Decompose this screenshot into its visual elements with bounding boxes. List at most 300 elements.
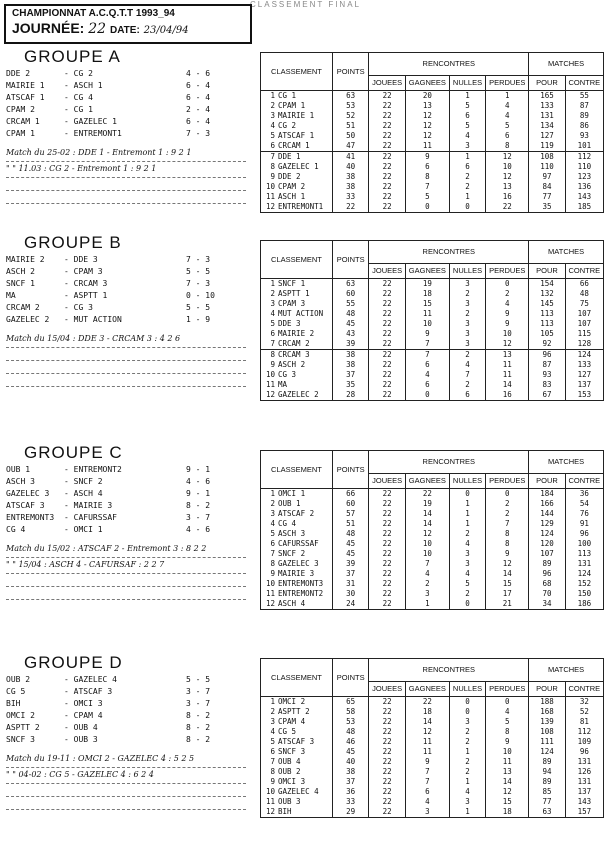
away-team: - ASPTT 1 (64, 291, 108, 300)
for-cell: 77 (529, 192, 565, 202)
team-cell (261, 727, 333, 737)
points-cell: 38 (332, 350, 368, 361)
for-cell: 129 (529, 519, 565, 529)
drawn-cell: 5 (449, 579, 485, 589)
against-cell: 143 (565, 192, 603, 202)
team-cell (261, 539, 333, 549)
table-row (261, 589, 604, 599)
lost-cell: 18 (486, 807, 529, 818)
points-cell: 60 (332, 499, 368, 509)
team-cell (261, 339, 333, 350)
group-results (6, 652, 246, 810)
for-cell: 89 (529, 559, 565, 569)
drawn-cell: 4 (449, 569, 485, 579)
match-score: 1 - 9 (186, 315, 211, 324)
rank-position: 3 (270, 111, 275, 120)
won-cell: 11 (405, 141, 449, 152)
table-row (261, 299, 604, 309)
team-name: CAFURSSAF (278, 539, 319, 548)
table-row (261, 509, 604, 519)
header-perdues: PERDUES (486, 76, 529, 91)
points-cell: 30 (332, 589, 368, 599)
header-classement: CLASSEMENT (261, 659, 333, 697)
won-cell: 4 (405, 569, 449, 579)
points-cell: 37 (332, 569, 368, 579)
table-row (261, 579, 604, 589)
away-team: - GAZELEC 4 (64, 675, 117, 684)
team-name: OUB 3 (278, 797, 301, 806)
played-cell: 22 (369, 182, 406, 192)
lost-cell: 2 (486, 499, 529, 509)
lost-cell: 12 (486, 787, 529, 797)
points-cell: 38 (332, 360, 368, 370)
for-cell: 144 (529, 509, 565, 519)
lost-cell: 10 (486, 747, 529, 757)
group-results (6, 232, 246, 387)
points-cell: 58 (332, 707, 368, 717)
journee-line (12, 20, 244, 37)
lost-cell: 21 (486, 599, 529, 610)
team-cell (261, 172, 333, 182)
table-row (261, 489, 604, 500)
against-cell: 126 (565, 767, 603, 777)
drawn-cell: 2 (449, 737, 485, 747)
lost-cell: 9 (486, 319, 529, 329)
header-matches: MATCHES (529, 241, 604, 264)
table-row (261, 807, 604, 818)
played-cell: 22 (369, 360, 406, 370)
against-cell: 124 (565, 569, 603, 579)
against-cell: 96 (565, 529, 603, 539)
match-result (6, 116, 246, 128)
points-cell: 65 (332, 697, 368, 708)
for-cell: 133 (529, 101, 565, 111)
header-perdues: PERDUES (486, 264, 529, 279)
home-team: CPAM 1 (6, 129, 35, 138)
lost-cell: 7 (486, 519, 529, 529)
header-classement: CLASSEMENT (261, 53, 333, 91)
match-score: 8 - 2 (186, 711, 211, 720)
team-name: OUB 2 (278, 767, 301, 776)
table-row (261, 747, 604, 757)
for-cell: 184 (529, 489, 565, 500)
away-team: - OUB 3 (64, 735, 98, 744)
played-cell: 22 (369, 717, 406, 727)
team-cell (261, 91, 333, 102)
table-row (261, 767, 604, 777)
played-cell: 22 (369, 519, 406, 529)
points-cell: 40 (332, 162, 368, 172)
match-score: 6 - 4 (186, 93, 211, 102)
points-cell: 55 (332, 299, 368, 309)
lost-cell: 9 (486, 309, 529, 319)
header-rencontres: RENCONTRES (369, 53, 529, 76)
table-row (261, 152, 604, 163)
team-cell (261, 299, 333, 309)
team-name: MAIRIE 2 (278, 329, 315, 338)
handwritten-notes (6, 332, 246, 387)
date-label: DATE: (109, 25, 140, 36)
drawn-cell: 3 (449, 797, 485, 807)
against-cell: 55 (565, 91, 603, 102)
team-name: ATSCAF 3 (278, 737, 315, 746)
table-row (261, 289, 604, 299)
match-result (6, 710, 246, 722)
against-cell: 89 (565, 111, 603, 121)
drawn-cell: 3 (449, 319, 485, 329)
table-row (261, 172, 604, 182)
rank-position: 8 (270, 162, 275, 171)
against-cell: 76 (565, 509, 603, 519)
lost-cell: 15 (486, 579, 529, 589)
match-score: 4 - 6 (186, 69, 211, 78)
header-classement: CLASSEMENT (261, 451, 333, 489)
drawn-cell: 4 (449, 539, 485, 549)
against-cell: 107 (565, 319, 603, 329)
points-cell: 40 (332, 757, 368, 767)
header-rencontres: RENCONTRES (369, 451, 529, 474)
header-nulles: NULLES (449, 474, 485, 489)
for-cell: 63 (529, 807, 565, 818)
drawn-cell: 2 (449, 172, 485, 182)
rank-position: 8 (270, 559, 275, 568)
rank-position: 11 (265, 380, 275, 389)
table-row (261, 339, 604, 350)
for-cell: 96 (529, 569, 565, 579)
team-name: CPAM 2 (278, 182, 306, 191)
team-cell (261, 131, 333, 141)
against-cell: 32 (565, 697, 603, 708)
drawn-cell: 0 (449, 489, 485, 500)
team-name: ASCH 3 (278, 529, 306, 538)
header-contre: CONTRE (565, 264, 603, 279)
drawn-cell: 1 (449, 509, 485, 519)
rank-position: 4 (270, 727, 275, 736)
team-name: ASCH 4 (278, 599, 306, 608)
rank-position: 7 (270, 757, 275, 766)
played-cell: 22 (369, 390, 406, 401)
points-cell: 60 (332, 289, 368, 299)
drawn-cell: 6 (449, 162, 485, 172)
won-cell: 13 (405, 101, 449, 111)
rank-position: 1 (270, 489, 275, 498)
match-result (6, 278, 246, 290)
home-team: OUB 2 (6, 675, 31, 684)
header-contre: CONTRE (565, 76, 603, 91)
drawn-cell: 2 (449, 529, 485, 539)
points-cell: 38 (332, 767, 368, 777)
rank-position: 2 (270, 499, 275, 508)
team-cell (261, 380, 333, 390)
points-cell: 37 (332, 370, 368, 380)
rank-position: 11 (265, 589, 275, 598)
note-line (6, 587, 246, 600)
away-team: - GAZELEC 1 (64, 117, 117, 126)
match-score: 8 - 2 (186, 723, 211, 732)
header-rencontres: RENCONTRES (369, 241, 529, 264)
team-cell (261, 757, 333, 767)
header-pour: POUR (529, 474, 565, 489)
won-cell: 20 (405, 91, 449, 102)
played-cell: 22 (369, 599, 406, 610)
team-cell (261, 697, 333, 708)
played-cell: 22 (369, 589, 406, 599)
points-cell: 45 (332, 549, 368, 559)
rank-position: 2 (270, 289, 275, 298)
table-row (261, 777, 604, 787)
won-cell: 7 (405, 182, 449, 192)
header-gagnees: GAGNEES (405, 474, 449, 489)
for-cell: 132 (529, 289, 565, 299)
lost-cell: 4 (486, 101, 529, 111)
match-score: 9 - 1 (186, 489, 211, 498)
rank-position: 9 (270, 360, 275, 369)
table-row (261, 549, 604, 559)
won-cell: 3 (405, 589, 449, 599)
against-cell: 150 (565, 589, 603, 599)
won-cell: 9 (405, 152, 449, 163)
match-score: 7 - 3 (186, 279, 211, 288)
table-row (261, 737, 604, 747)
won-cell: 22 (405, 489, 449, 500)
sheet-header (4, 4, 252, 44)
played-cell: 22 (369, 807, 406, 818)
played-cell: 22 (369, 192, 406, 202)
rank-position: 7 (270, 549, 275, 558)
rank-position: 1 (270, 697, 275, 706)
lost-cell: 4 (486, 707, 529, 717)
for-cell: 188 (529, 697, 565, 708)
team-name: ASPTT 2 (278, 707, 310, 716)
match-score: 3 - 7 (186, 513, 211, 522)
away-team: - ENTREMONT2 (64, 465, 122, 474)
group-title: GROUPE D (24, 653, 123, 672)
points-cell: 43 (332, 329, 368, 339)
team-name: MAIRIE 1 (278, 111, 315, 120)
lost-cell: 11 (486, 360, 529, 370)
lost-cell: 13 (486, 767, 529, 777)
played-cell: 22 (369, 777, 406, 787)
won-cell: 7 (405, 777, 449, 787)
played-cell: 22 (369, 329, 406, 339)
header-points: POINTS (332, 451, 368, 489)
against-cell: 185 (565, 202, 603, 213)
lost-cell: 0 (486, 489, 529, 500)
won-cell: 6 (405, 162, 449, 172)
drawn-cell: 1 (449, 777, 485, 787)
played-cell: 22 (369, 549, 406, 559)
team-name: ENTREMONT3 (278, 579, 324, 588)
played-cell: 22 (369, 499, 406, 509)
lost-cell: 13 (486, 182, 529, 192)
points-cell: 50 (332, 131, 368, 141)
points-cell: 51 (332, 121, 368, 131)
header-jouees: JOUEES (369, 682, 406, 697)
lost-cell: 13 (486, 350, 529, 361)
team-name: OMCI 2 (278, 697, 306, 706)
table-row (261, 131, 604, 141)
for-cell: 108 (529, 727, 565, 737)
for-cell: 85 (529, 787, 565, 797)
table-row (261, 707, 604, 717)
lost-cell: 6 (486, 131, 529, 141)
table-row (261, 309, 604, 319)
drawn-cell: 0 (449, 707, 485, 717)
match-score: 0 - 10 (186, 291, 215, 300)
points-cell: 33 (332, 797, 368, 807)
team-cell (261, 489, 333, 500)
lost-cell: 1 (486, 91, 529, 102)
rank-position: 10 (265, 370, 275, 379)
team-name: ASPTT 1 (278, 289, 310, 298)
away-team: - CG 2 (64, 69, 93, 78)
rank-position: 6 (270, 141, 275, 150)
points-cell: 38 (332, 172, 368, 182)
against-cell: 48 (565, 289, 603, 299)
lost-cell: 16 (486, 192, 529, 202)
drawn-cell: 6 (449, 111, 485, 121)
drawn-cell: 4 (449, 131, 485, 141)
rank-position: 4 (270, 121, 275, 130)
table-row (261, 499, 604, 509)
team-name: OUB 1 (278, 499, 301, 508)
points-cell: 22 (332, 202, 368, 213)
won-cell: 12 (405, 121, 449, 131)
played-cell: 22 (369, 319, 406, 329)
played-cell: 22 (369, 309, 406, 319)
lost-cell: 0 (486, 697, 529, 708)
for-cell: 94 (529, 767, 565, 777)
team-name: ATSCAF 2 (278, 509, 315, 518)
table-row (261, 787, 604, 797)
for-cell: 97 (529, 172, 565, 182)
against-cell: 87 (565, 101, 603, 111)
played-cell: 22 (369, 380, 406, 390)
rank-position: 12 (265, 599, 275, 608)
drawn-cell: 1 (449, 519, 485, 529)
drawn-cell: 5 (449, 121, 485, 131)
table-row (261, 350, 604, 361)
rank-position: 12 (265, 807, 275, 816)
played-cell: 22 (369, 162, 406, 172)
played-cell: 22 (369, 121, 406, 131)
lost-cell: 11 (486, 757, 529, 767)
table-row (261, 319, 604, 329)
rank-position: 6 (270, 329, 275, 338)
match-score: 3 - 7 (186, 687, 211, 696)
lost-cell: 4 (486, 111, 529, 121)
drawn-cell: 3 (449, 549, 485, 559)
won-cell: 11 (405, 747, 449, 757)
match-result (6, 92, 246, 104)
table-row (261, 202, 604, 213)
won-cell: 7 (405, 339, 449, 350)
team-name: CRCAM 3 (278, 350, 310, 359)
drawn-cell: 3 (449, 559, 485, 569)
team-name: DDE 1 (278, 152, 301, 161)
points-cell: 41 (332, 152, 368, 163)
away-team: - SNCF 2 (64, 477, 103, 486)
rank-position: 1 (270, 91, 275, 100)
played-cell: 22 (369, 727, 406, 737)
team-name: ENTREMONT2 (278, 589, 324, 598)
team-cell (261, 579, 333, 589)
header-jouees: JOUEES (369, 264, 406, 279)
table-row (261, 599, 604, 610)
header-gagnees: GAGNEES (405, 682, 449, 697)
table-row (261, 559, 604, 569)
points-cell: 57 (332, 509, 368, 519)
rank-position: 9 (270, 172, 275, 181)
table-row (261, 111, 604, 121)
table-row (261, 192, 604, 202)
points-cell: 47 (332, 141, 368, 152)
match-score: 4 - 6 (186, 477, 211, 486)
rank-position: 6 (270, 539, 275, 548)
home-team: MA (6, 291, 16, 300)
for-cell: 83 (529, 380, 565, 390)
drawn-cell: 1 (449, 807, 485, 818)
rank-position: 4 (270, 519, 275, 528)
played-cell: 22 (369, 529, 406, 539)
rank-position: 6 (270, 747, 275, 756)
group-results (6, 46, 246, 204)
table-row (261, 162, 604, 172)
won-cell: 0 (405, 390, 449, 401)
header-matches: MATCHES (529, 451, 604, 474)
against-cell: 115 (565, 329, 603, 339)
played-cell: 22 (369, 767, 406, 777)
for-cell: 105 (529, 329, 565, 339)
home-team: ENTREMONT3 (6, 513, 55, 522)
table-row (261, 519, 604, 529)
won-cell: 11 (405, 737, 449, 747)
team-cell (261, 329, 333, 339)
won-cell: 12 (405, 727, 449, 737)
drawn-cell: 3 (449, 717, 485, 727)
points-cell: 45 (332, 747, 368, 757)
for-cell: 124 (529, 529, 565, 539)
for-cell: 124 (529, 747, 565, 757)
table-row (261, 539, 604, 549)
points-cell: 33 (332, 192, 368, 202)
match-result (6, 290, 246, 302)
team-name: CPAM 4 (278, 717, 306, 726)
lost-cell: 5 (486, 717, 529, 727)
away-team: - DDE 3 (64, 255, 98, 264)
lost-cell: 8 (486, 539, 529, 549)
played-cell: 22 (369, 697, 406, 708)
lost-cell: 12 (486, 339, 529, 350)
played-cell: 22 (369, 339, 406, 350)
for-cell: 113 (529, 319, 565, 329)
against-cell: 157 (565, 807, 603, 818)
note-line (6, 797, 246, 810)
header-classement: CLASSEMENT (261, 241, 333, 279)
header-points: POINTS (332, 53, 368, 91)
team-name: CG 2 (278, 121, 297, 130)
team-cell (261, 777, 333, 787)
points-cell: 48 (332, 309, 368, 319)
team-cell (261, 309, 333, 319)
points-cell: 46 (332, 737, 368, 747)
won-cell: 12 (405, 131, 449, 141)
for-cell: 67 (529, 390, 565, 401)
for-cell: 35 (529, 202, 565, 213)
team-cell (261, 141, 333, 152)
away-team: - CG 1 (64, 105, 93, 114)
away-team: - MAIRIE 3 (64, 501, 113, 510)
